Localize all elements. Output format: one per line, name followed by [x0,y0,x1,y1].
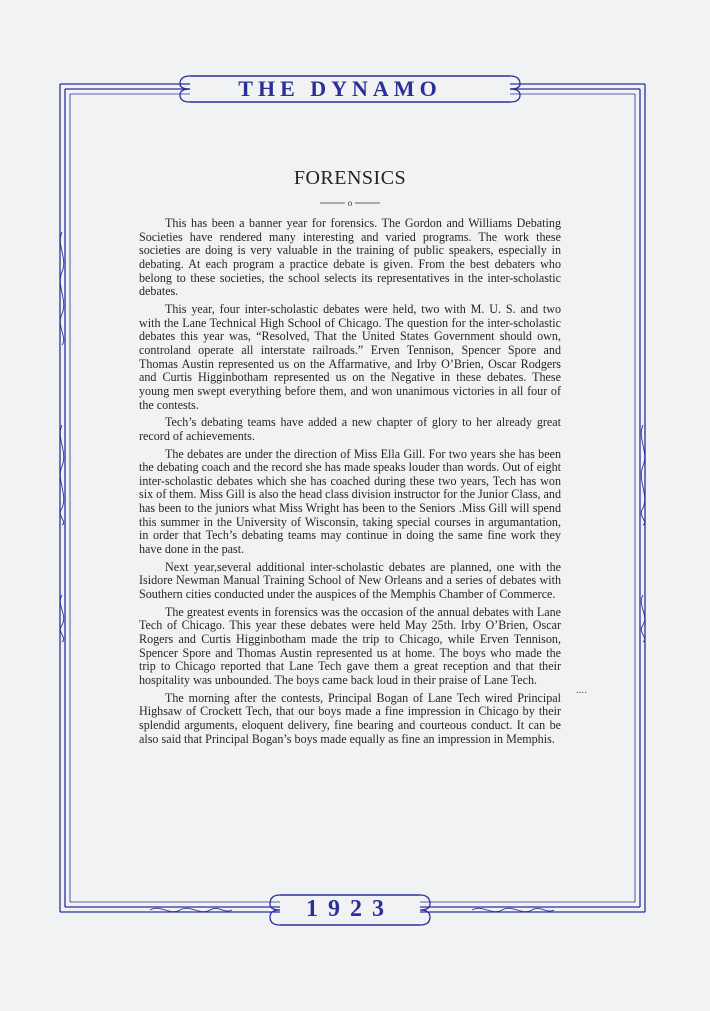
footer-year: 1923 [306,896,394,922]
paragraph: The greatest events in forensics was the occasion of the annual debates with Lane Tech of Chicago. This year these debates were held May 25th. Irby O’Brien, Oscar Rogers and Curtis Higginbotham made the trip to Chicago, while Erven Tennison, Spencer Spore and Thomas Austin represented us at home. The boys who made the trip to Chicago reported that Lane Tech gave them a great reception and that their hospitality was unbounded. The boys came back loud in their praise of Lane Tech. [139,604,561,687]
divider-glyph: o [347,198,353,208]
article-body [139,217,561,750]
paragraph: Next year,several additional inter-scholastic debates are planned, one with the Isidore Newman Manual Training School of New Orleans and a series of debates with Southern cities conducted under the auspices of the Memphis Chamber of Commerce. [139,559,561,602]
page-title: FORENSICS [293,167,407,189]
publication-title: THE DYNAMO [238,76,442,101]
paragraph: The debates are under the direction of Miss Ella Gill. For two years she has been the debating coach and the record she has made speaks louder than words. Out of eight inter-scholastic debates which she has coached during these two years, Tech has won six of them. Miss Gill is also the head class division instructor for the Junior Class, and has been to the juniors what Miss Wright has been to the Seniors .Miss Gill will spend this summer in the University of Wisconsin, taking special courses in argumantation, in order that Tech’s debating teams may continue in doing the same fine work they have done in the past. [139,446,561,557]
paragraph: The morning after the contests, Principal Bogan of Lane Tech wired Principal Highsaw of Crockett Tech, that our boys made a fine impression in Chicago by their splendid arguments, eloquent delivery, fine bearing and courteous conduct. It can be also said that Principal Bogan’s boys made equally as fine an impression in Memphis. [139,690,561,746]
title-divider [318,197,382,209]
paragraph: This has been a banner year for forensics. The Gordon and Williams Debating Societies have rendered many interesting and varied programs. The work these societies are doing is very valuable in the training of public speakers, especially in debating. At each program a practice debate is given. From the best debaters who belong to these societies, the school selects its representatives in the inter-scholastic debates. [139,216,561,299]
paragraph: This year, four inter-scholastic debates were held, two with M. U. S. and two with the Lane Technical High School of Chicago. The question for the inter-scholastic debates this year was, “Resolved, That the United States Government should own, controland operate all interstate railroads.” Erven Tennison, Spencer Spore and Thomas Austin represented us on the Affarmative, and Irby O’Brien, Oscar Rodgers and Curtis Higginbotham represented us on the Negative in these debates. These young men swept everything before them, and won unanimous victories in all four of the contests. [139,301,561,412]
margin-mark: .... [576,684,587,696]
paragraph: Tech’s debating teams have added a new chapter of glory to her already great record of achievements. [139,415,561,443]
